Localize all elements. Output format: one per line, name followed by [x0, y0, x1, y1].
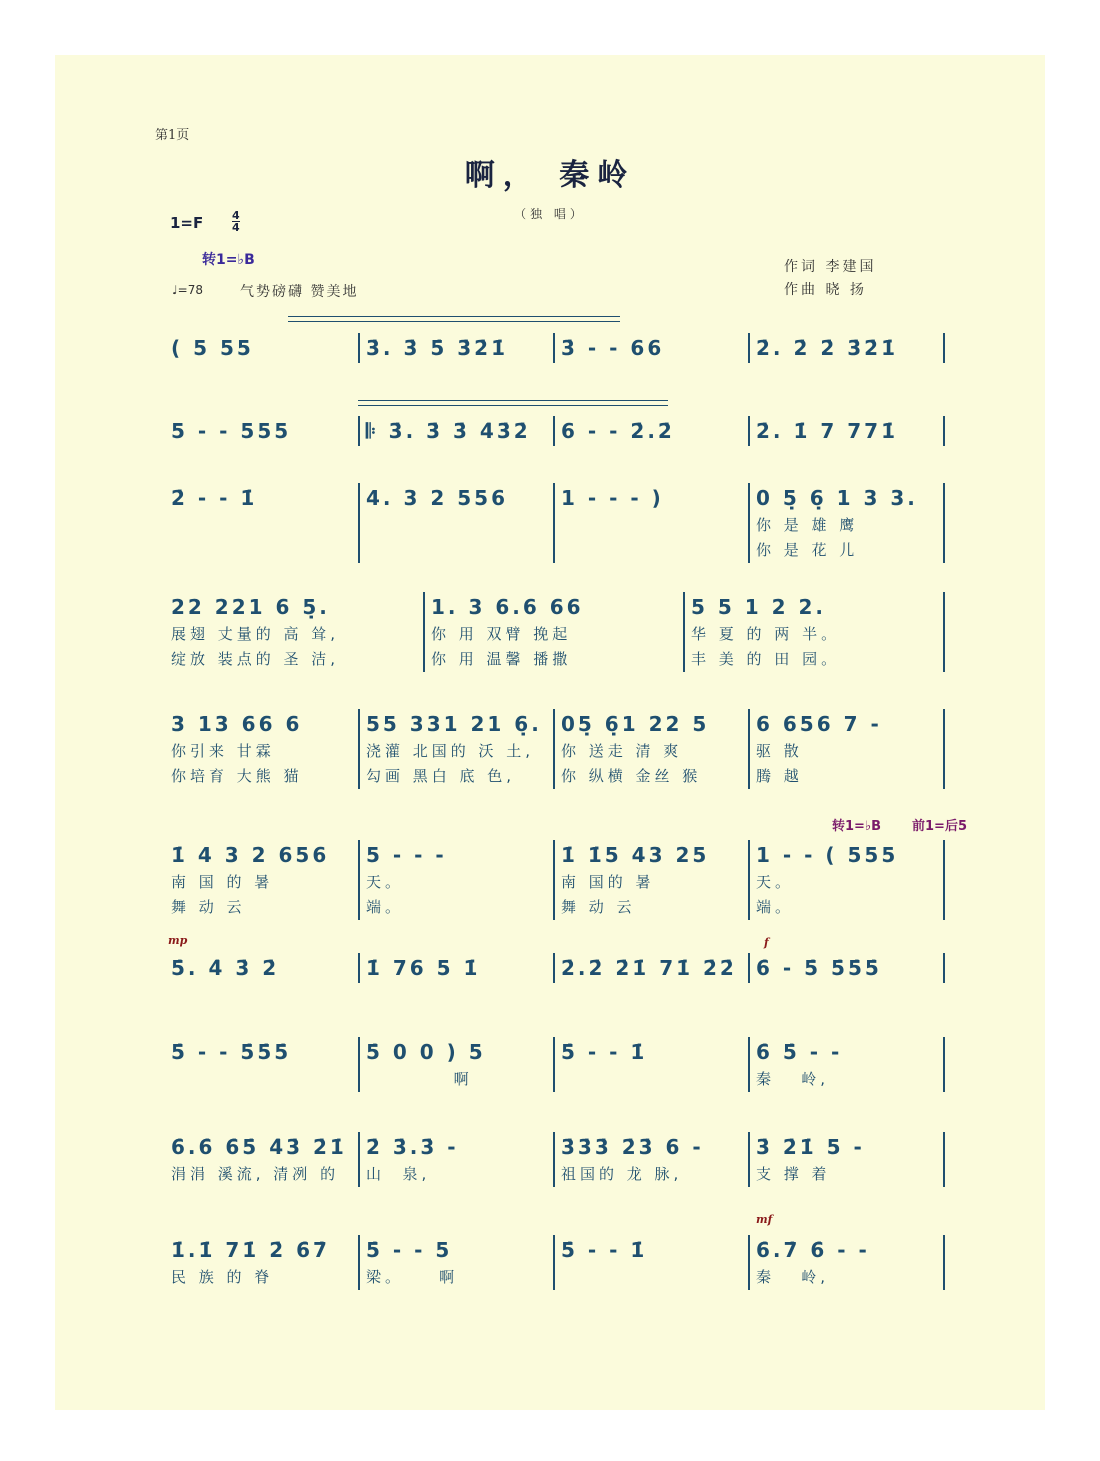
measure — [165, 953, 360, 983]
lyric-verse-1: 你 用 双臂 挽起 — [431, 625, 572, 643]
measure-notes: 2̇. 2̇ 2̇ 3̇2̇1̇ — [756, 336, 898, 360]
lyric-verse-1: 山 泉, — [366, 1165, 431, 1183]
modulation-mark: 转1=♭B — [202, 252, 255, 268]
measure-notes: 1 - - ( 555 — [756, 843, 899, 867]
lyric-verse-1: 涓涓 溪流, 清冽 的 — [171, 1165, 340, 1183]
measure — [555, 1132, 750, 1187]
measure — [360, 1037, 555, 1092]
measure-notes: 6 - - 2̇.2̇ — [561, 419, 675, 443]
lyric-verse-1: 浇灌 北国的 沃 土, — [366, 742, 535, 760]
lyric-verse-2: 勾画 黑白 底 色, — [366, 767, 516, 785]
measure — [425, 592, 685, 672]
measure-notes: 5̇ 0 0 ) 5 — [366, 1040, 486, 1064]
crescendo-line — [288, 316, 620, 322]
time-signature — [232, 210, 240, 233]
measure — [165, 592, 425, 672]
dynamic-mf: mf — [756, 1213, 773, 1226]
score-row — [165, 1235, 945, 1290]
measure — [555, 416, 750, 446]
measure — [685, 592, 945, 672]
measure-notes: 22 221 6 5̣. — [171, 595, 330, 619]
measure-notes: 5̇ - - 5̇5̇5̇ — [171, 1040, 292, 1064]
measure-notes: 5̇ - - 1̇ — [561, 1238, 648, 1262]
tempo-mark: ♩=78 — [172, 283, 203, 297]
measure — [360, 333, 555, 363]
measure — [750, 1037, 945, 1092]
lyric-verse-1: 南 国 的 暑 — [171, 873, 274, 891]
measure — [555, 709, 750, 789]
meter-bottom: 4 — [232, 221, 240, 234]
measure-notes: 1 - - - ) — [561, 486, 664, 510]
measure-notes: 2̇. 1̇ 7 771̇ — [756, 419, 898, 443]
measure — [555, 840, 750, 920]
measure-notes: 0 5̣ 6̣ 1 3 3. — [756, 486, 918, 510]
measure-notes: 3̇ 2̇1̇ 5 - — [756, 1135, 865, 1159]
measure — [750, 416, 945, 446]
measure — [555, 1235, 750, 1290]
measure — [750, 840, 945, 920]
measure — [360, 1235, 555, 1290]
measure-notes: 5̇ - - 5 — [366, 1238, 453, 1262]
measure-notes: 5 - - - — [366, 843, 447, 867]
measure-notes: 6̇ - 5̇ 5̇5̇5̇ — [756, 956, 882, 980]
lyric-verse-2: 舞 动 云 — [561, 898, 636, 916]
measure-notes: 5̇ - - 1̇ — [561, 1040, 648, 1064]
lyric-verse-2: 端。 — [756, 898, 795, 916]
measure-notes: 1̇ 76 5 1̇ — [366, 956, 481, 980]
measure-notes: 55 331 21 6̣. — [366, 712, 542, 736]
lyric-verse-1: 啊 — [366, 1070, 473, 1088]
measure — [555, 953, 750, 983]
lyric-verse-2: 绽放 装点的 圣 洁, — [171, 650, 340, 668]
lyric-verse-1: 天。 — [366, 873, 405, 891]
measure-notes: 𝄆 3̇. 3̇ 3̇ 4̇3̇2̇ — [366, 419, 531, 443]
measure — [360, 709, 555, 789]
measure — [750, 333, 945, 363]
score-row — [165, 1037, 945, 1092]
measure-notes: 3 13 66 6 — [171, 712, 303, 736]
measure — [165, 709, 360, 789]
measure-notes: 3̇. 3̇ 5̇ 3̇2̇1̇ — [366, 336, 508, 360]
meter-top: 4 — [232, 209, 240, 222]
page-number: 第1页 — [155, 128, 190, 143]
lyric-verse-1: 展翅 丈量的 高 耸, — [171, 625, 340, 643]
score-row — [165, 953, 945, 983]
modulation-mark-2: 转1=♭B — [832, 819, 881, 834]
pivot-mark: 前1=后5 — [912, 819, 967, 834]
crescendo-line — [358, 400, 668, 406]
measure — [165, 1132, 360, 1187]
composer: 作曲 晓 扬 — [784, 282, 867, 298]
measure — [165, 483, 360, 563]
lyric-verse-2: 你 是 花 儿 — [756, 541, 859, 559]
score-row — [165, 1132, 945, 1187]
key-signature: 1=F — [170, 214, 204, 232]
lyric-verse-2: 端。 — [366, 898, 405, 916]
lyric-verse-1: 秦 岭, — [756, 1268, 830, 1286]
measure — [360, 953, 555, 983]
measure — [360, 483, 555, 563]
measure — [165, 333, 360, 363]
measure-notes: 2̇ - - 1̇ — [171, 486, 258, 510]
measure-notes: ( 5 55 — [171, 336, 254, 360]
measure — [360, 840, 555, 920]
score-row — [165, 483, 945, 563]
lyric-verse-1: 民 族 的 脊 — [171, 1268, 274, 1286]
measure — [165, 416, 360, 446]
measure-notes: 1̇ 4 3 2 656 — [171, 843, 330, 867]
measure-notes: 6̇.6̇ 6̇5̇ 4̇3̇ 2̇1̇ — [171, 1135, 347, 1159]
measure — [555, 1037, 750, 1092]
lyric-verse-1: 梁。 啊 — [366, 1268, 459, 1286]
lyric-verse-1: 秦 岭, — [756, 1070, 830, 1088]
measure-notes: 6̇.7̇ 6̇ - - — [756, 1238, 870, 1262]
lyric-verse-1: 驱 散 — [756, 742, 803, 760]
measure-notes: 2̇ 3̇.3̇ - — [366, 1135, 459, 1159]
measure — [750, 1132, 945, 1187]
score-row — [165, 333, 945, 363]
lyric-verse-2: 你 纵横 金丝 猴 — [561, 767, 702, 785]
lyric-verse-1: 支 撑 着 — [756, 1165, 831, 1183]
measure — [555, 483, 750, 563]
measure-notes: 1. 3 6.6 66 — [431, 595, 584, 619]
score-row — [165, 592, 945, 672]
performance-type: （独 唱） — [514, 207, 586, 221]
score-row — [165, 416, 945, 446]
measure — [165, 1037, 360, 1092]
measure — [750, 709, 945, 789]
lyric-verse-2: 你 用 温馨 播撒 — [431, 650, 572, 668]
measure-notes: 2̇.2̇ 2̇1̇ 71̇ 2̇2̇ — [561, 956, 737, 980]
lyric-verse-1: 南 国的 暑 — [561, 873, 655, 891]
measure-notes: 1̇.1̇ 71̇ 2̇ 6̇7̇ — [171, 1238, 330, 1262]
measure — [750, 483, 945, 563]
measure-notes: 5 - - 555 — [171, 419, 292, 443]
measure — [165, 840, 360, 920]
measure-notes: 5 5 1 2 2. — [691, 595, 827, 619]
dynamic-mp: mp — [168, 934, 188, 947]
lyric-verse-1: 你 送走 清 爽 — [561, 742, 683, 760]
expression-mark: 气势磅礴 赞美地 — [240, 284, 359, 300]
measure-notes: 5̇. 4̇ 3̇ 2̇ — [171, 956, 280, 980]
lyric-verse-1: 华 夏 的 两 半。 — [691, 625, 841, 643]
lyric-verse-2: 丰 美 的 田 园。 — [691, 650, 841, 668]
measure — [750, 953, 945, 983]
dynamic-f: f — [764, 936, 769, 949]
lyric-verse-2: 你培育 大熊 猫 — [171, 767, 303, 785]
lyric-verse-2: 腾 越 — [756, 767, 803, 785]
score-row — [165, 840, 945, 920]
lyric-verse-1: 你 是 雄 鹰 — [756, 516, 859, 534]
measure — [165, 1235, 360, 1290]
lyric-verse-1: 你引来 甘霖 — [171, 742, 275, 760]
song-title: 啊， 秦岭 — [464, 158, 636, 193]
measure-notes: 4. 3 2 556 — [366, 486, 508, 510]
measure-notes: 05̣ 6̣1 22 5 — [561, 712, 710, 736]
score-row — [165, 709, 945, 789]
measure — [360, 416, 555, 446]
measure-notes: 3̇ - - 66 — [561, 336, 665, 360]
measure-notes: 6̇ 5̇ - - — [756, 1040, 843, 1064]
lyric-verse-1: 祖国的 龙 脉, — [561, 1165, 683, 1183]
lyric-verse-2: 舞 动 云 — [171, 898, 246, 916]
measure-notes: 3̇3̇3̇ 2̇3̇ 6 - — [561, 1135, 704, 1159]
measure — [555, 333, 750, 363]
measure — [360, 1132, 555, 1187]
measure-notes: 1̇ 1̇5 43 25 — [561, 843, 710, 867]
lyric-verse-1: 天。 — [756, 873, 795, 891]
measure-notes: 6 656 7 - — [756, 712, 882, 736]
measure — [750, 1235, 945, 1290]
lyricist: 作词 李建国 — [784, 259, 877, 275]
